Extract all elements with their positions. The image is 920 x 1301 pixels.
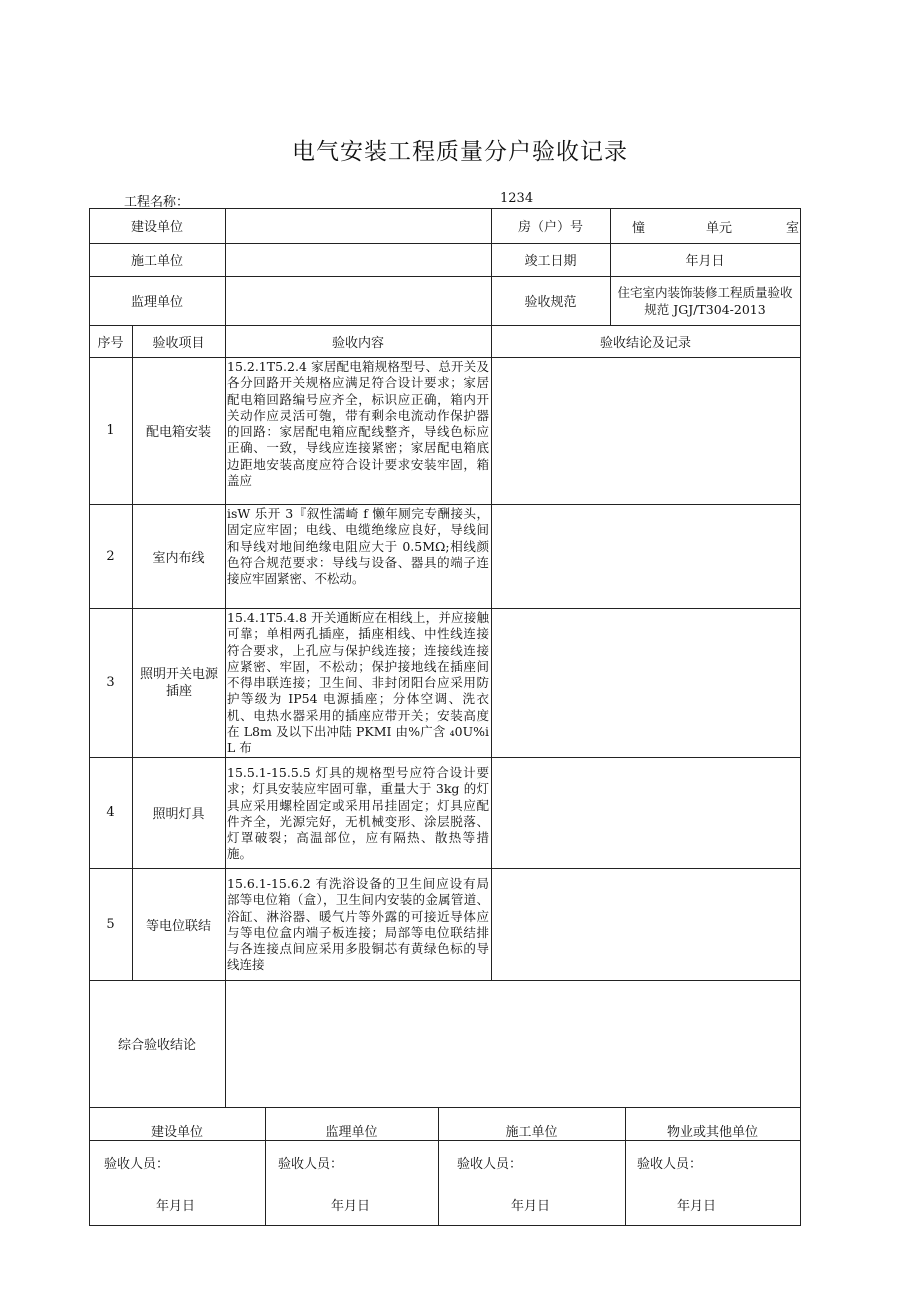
row-result[interactable] [491, 608, 800, 757]
row-item: 配电箱安装 [145, 425, 211, 440]
standard-label: 验收规范 [524, 295, 577, 310]
summary-label: 综合验收结论 [117, 1038, 196, 1053]
page-title: 电气安装工程质量分户验收记录 [292, 139, 628, 165]
row-result[interactable] [491, 868, 800, 980]
row-item: 照明灯具 [152, 807, 205, 822]
signature-person[interactable]: 验收人员： [637, 1157, 703, 1172]
header-content: 验收内容 [331, 335, 384, 351]
standard-value: 住宅室内装饰装修工程质量验收规范 JGJ/T304-2013 [617, 284, 793, 317]
row-no: 5 [106, 916, 115, 932]
header-item: 验收项目 [152, 335, 205, 351]
row-content: 15.4.1T5.4.8 开关通断应在相线上，并应接触可靠；单相两孔插座，插座相线、中性线连接符合要求，上孔应与保护线连接；连接线连接应紧密、牢固，不松动；保护接地线在插座间不得串联连接；卫生间、非封闭阳台应采用防护等级为 IP54 电源插座；分体空调、洗衣机、电热水器采用的插座应带开关；安装高度在 L8m 及以下出冲陆 PKMI 由%广含 ₄0U%iL 布 [227, 610, 489, 755]
row-result[interactable] [491, 757, 800, 868]
row-content: 15.2.1T5.2.4 家居配电箱规格型号、总开关及各分回路开关规格应满足符合设计要求；家居配电箱回路编号应齐全，标识应正确，箱内开关动作应灵活可匏，带有剩余电流动作保护器的回路：家居配电箱应配线整齐，导线色标应正确、一致，导线应连接紧密；家居配电箱底边距地安装高度应符合设计要求安装牢固，箱盖应 [227, 359, 489, 489]
signature-person[interactable]: 验收人员： [104, 1157, 170, 1172]
signature-unit: 物业或其他单位 [666, 1124, 758, 1140]
project-name-label: 工程名称： [124, 195, 190, 210]
room-unit: 单元 [706, 221, 733, 236]
grid-line [89, 1107, 801, 1108]
construction-unit-label: 建设单位 [130, 220, 183, 235]
room-no-value[interactable] [610, 208, 800, 243]
room-building: 憧 [632, 221, 646, 236]
builder-unit-value[interactable] [225, 243, 491, 276]
completion-date-label: 竣工日期 [524, 254, 577, 269]
row-content: 15.6.1-15.6.2 有洗浴设备的卫生间应设有局部等电位箱（盒），卫生间内安装的金属管道、浴缸、淋浴器、暖气片等外露的可接近导体应与等电位盒内端子板连接；局部等电位联结排与各连接点间应采用多股铜芯有黄绿色标的导线连接 [227, 876, 489, 973]
row-item: 照明开关电源插座 [139, 666, 218, 699]
header-no: 序号 [97, 335, 124, 351]
signature-unit: 建设单位 [150, 1124, 203, 1140]
room-no-label: 房（户）号 [517, 220, 583, 235]
row-no: 4 [106, 805, 115, 820]
construction-unit-value[interactable] [225, 208, 491, 243]
row-result[interactable] [491, 357, 800, 504]
supervision-unit-label: 监理单位 [130, 295, 183, 310]
room-room: 室 [786, 221, 800, 236]
signature-date[interactable]: 年月日 [677, 1199, 717, 1214]
summary-value[interactable] [225, 980, 800, 1107]
signature-date[interactable]: 年月日 [511, 1199, 551, 1214]
row-content: isW 乐开 3『叙性濡崎 f 懒年厕完专酬接头，固定应牢固；电线、电缆绝缘应良好，导线间和导线对地间绝缘电阻应大于 0.5MΩ;相线颜色符合规范要求：导线与设备、器具的端子连接应牢固紧密、不松动。 [227, 506, 489, 587]
signature-unit: 监理单位 [325, 1124, 378, 1140]
row-item: 等电位联结 [145, 918, 211, 934]
signature-person[interactable]: 验收人员： [278, 1157, 344, 1172]
builder-unit-label: 施工单位 [130, 254, 183, 269]
signature-date[interactable]: 年月日 [331, 1199, 371, 1214]
row-result[interactable] [491, 504, 800, 608]
row-no: 3 [106, 675, 115, 690]
row-item: 室内布线 [152, 550, 205, 566]
supervision-unit-value[interactable] [225, 276, 491, 325]
header-result: 验收结论及记录 [599, 335, 691, 351]
grid-line [800, 208, 801, 1225]
signature-date[interactable]: 年月日 [156, 1199, 196, 1214]
signature-person[interactable]: 验收人员： [457, 1157, 523, 1172]
row-no: 2 [106, 548, 115, 564]
signature-unit: 施工单位 [505, 1124, 558, 1140]
grid-line [89, 1225, 801, 1226]
project-name-value: 1234 [500, 191, 534, 206]
completion-date-value[interactable]: 年月日 [685, 254, 725, 269]
row-no: 1 [106, 423, 115, 438]
row-content: 15.5.1-15.5.5 灯具的规格型号应符合设计要求；灯具安装应牢固可靠，重量大于 3kg 的灯具应采用螺栓固定或采用吊挂固定；灯具应配件齐全，光源完好，无机械变形、涂层脱落、灯罩破裂；高温部位，应有隔热、散热等措施。 [227, 765, 489, 862]
